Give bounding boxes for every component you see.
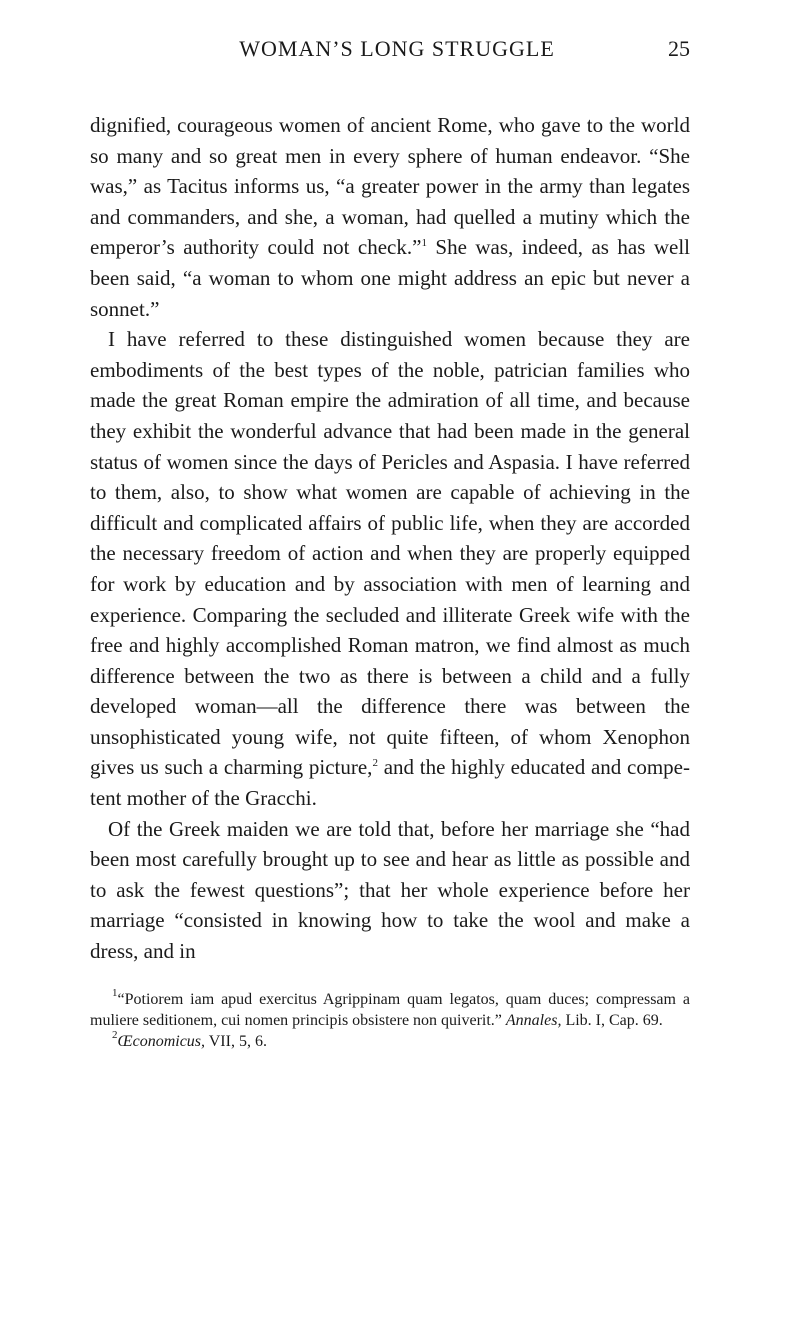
paragraph-2 bbox=[90, 324, 690, 814]
footnote-1 bbox=[90, 986, 690, 1031]
footnote-1-location: Lib. I, Cap. 69. bbox=[561, 1011, 663, 1029]
footnote-ref-2: 2 bbox=[372, 757, 378, 770]
footnote-2-mark: 2 bbox=[112, 1028, 118, 1041]
page-header bbox=[90, 34, 690, 64]
footnote-1-mark: 1 bbox=[112, 986, 118, 999]
footnote-1-text: “Potiorem iam apud exercitus Agrippinam quam legatos, quam duces; compressam a muliere seditionem, cui nomen principis obsistere non quiverit.” bbox=[90, 990, 690, 1029]
paragraph-3: Of the Greek maiden we are told that, before her marriage she “had been most carefully brought up to see and hear as little as possible and to ask the fewest questions”; that her whole experience before her marriage “consisted in knowing how to take the wool and make a dress, and in bbox=[90, 816, 690, 964]
footnote-2-work: Œconomicus, bbox=[117, 1032, 206, 1050]
paragraph-1-tail: She was, indeed, as has well been said, “a woman to whom one might address an epic but never a sonnet.” bbox=[90, 235, 691, 321]
paragraph-1 bbox=[90, 110, 690, 324]
paragraph-1-text: dignified, courageous women of ancient Rome, who gave to the world so many and so great men in every sphere of human endeavor. “She was,” as Tacitus informs us, “a greater power in the army than legates and commanders, and she, a woman, had quelled a mutiny which the emperor’s authority could not check.” bbox=[90, 113, 690, 260]
body-text bbox=[90, 110, 690, 967]
book-page bbox=[90, 34, 690, 1052]
paragraph-2-tail: and the highly educated and competent mother of the Gracchi. bbox=[90, 755, 691, 811]
page-number: 25 bbox=[668, 36, 690, 61]
footnote-ref-1: 1 bbox=[421, 237, 427, 250]
footnote-2-location: VII, 5, 6. bbox=[205, 1032, 267, 1050]
footnote-1-work: Annales, bbox=[505, 1011, 562, 1029]
running-title: WOMAN’S LONG STRUGGLE bbox=[239, 36, 555, 61]
paragraph-2-text: I have referred to these distinguished women because they are embodiments of the best types of the noble, patrician families who made the great Roman empire the admiration of all time, and because they exhibit the wonderful advance that had been made in the general status of women since the days of Pericles and Aspasia. I have referred to them, also, to show what women are capable of achieving in the difficult and complicated affairs of public life, when they are accorded the necessary freedom of action and when they are properly equipped for work by education and by association with men of learning and experience. Comparing the secluded and illiterate Greek wife with the free and highly accomplished Roman matron, we find almost as much difference between the two as there is between a child and a fully developed woman—all the difference there was between the unsophisticated young wife, not quite fifteen, of whom Xenophon gives us such a charming picture, bbox=[90, 327, 690, 780]
footnotes bbox=[90, 986, 690, 1052]
footnote-2 bbox=[90, 1028, 690, 1052]
